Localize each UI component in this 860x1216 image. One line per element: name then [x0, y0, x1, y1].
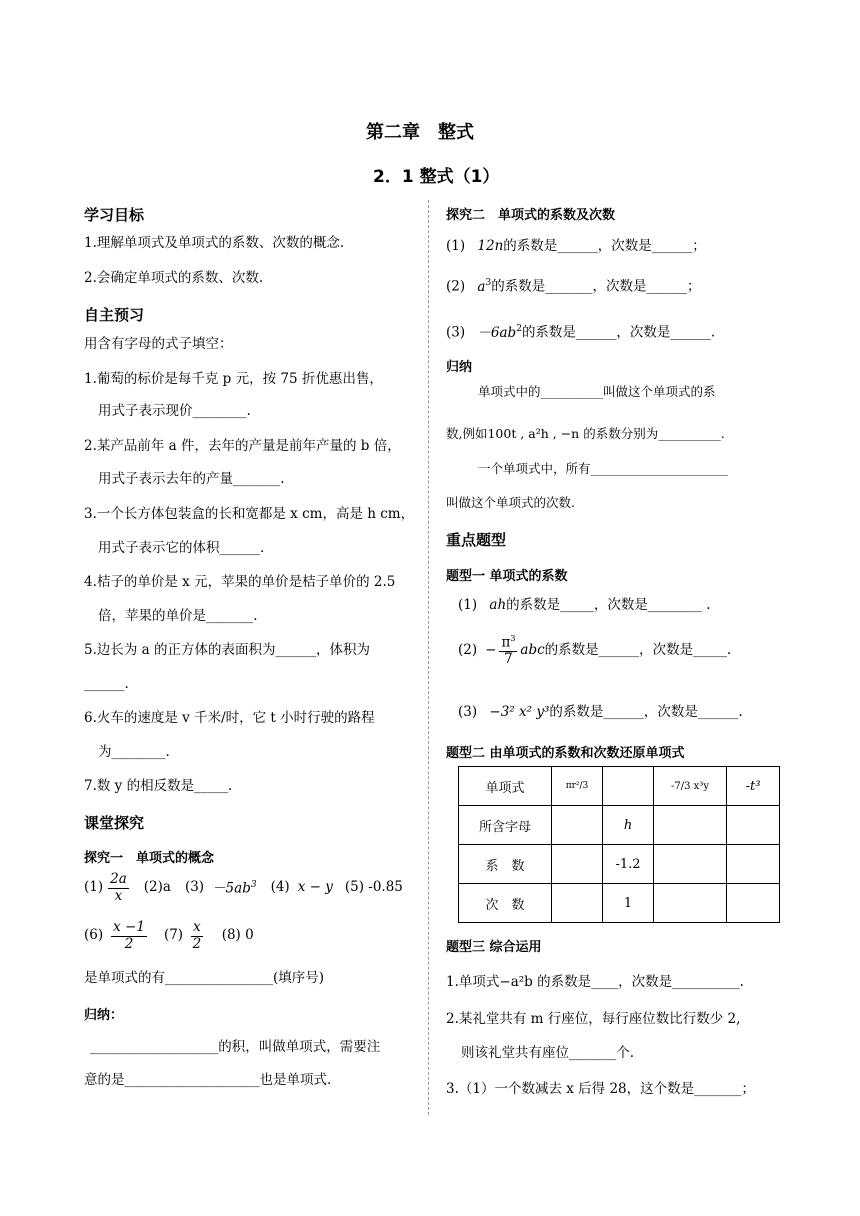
section-title: 2．1 整式（1） — [373, 167, 500, 187]
type3-item: 则该礼堂共有座位_______个. — [461, 1045, 635, 1061]
table-row — [459, 767, 780, 806]
table-cell: h — [603, 806, 654, 845]
table-cell: -1.2 — [603, 845, 654, 884]
goal-item: 1.理解单项式及单项式的系数、次数的概念. — [84, 235, 345, 251]
table-cell: 1 — [603, 884, 654, 923]
preview-item: 7.数 y 的相反数是_____. — [84, 778, 233, 794]
explore1-row1 — [84, 872, 403, 904]
expr: −3² x² y³ — [489, 704, 550, 720]
type1-item — [458, 634, 731, 668]
preview-heading: 自主预习 — [84, 306, 145, 324]
type1-item — [458, 599, 711, 613]
fraction-2a-over-x — [108, 872, 129, 904]
type1-heading: 题型一 单项式的系数 — [446, 569, 568, 584]
table-row — [459, 806, 780, 845]
summary-line: ___________________的积，叫做单项式，需要注 — [90, 1039, 381, 1055]
item-label: (2) — [458, 642, 478, 659]
explore2-item — [446, 240, 706, 254]
item-5: (5) -0.85 — [344, 879, 403, 896]
exponent: 3 — [485, 278, 492, 288]
table-header-cell: -t³ — [727, 767, 780, 806]
summary-heading: 归纳 — [446, 360, 473, 375]
type3-item: 1.单项式−a²b 的系数是____，次数是__________. — [446, 974, 744, 990]
table-cell — [654, 845, 727, 884]
item-text: 的系数是______，次数是______； — [503, 238, 706, 254]
item-label: (7) — [163, 927, 184, 944]
summary-line: 一个单项式中，所有______________________ — [478, 461, 729, 476]
goal-item: 2.会确定单项式的系数、次数. — [84, 270, 264, 286]
expr: abc — [520, 642, 545, 659]
type3-item: 2.某礼堂共有 m 行座位，每行座位数比行数少 2, — [446, 1011, 741, 1027]
table-cell: 次 数 — [459, 884, 552, 923]
preview-item: 3.一个长方体包装盒的长和宽都是 x cm，高是 h cm， — [84, 506, 415, 522]
table-cell — [727, 806, 780, 845]
type3-item: 3.（1）一个数减去 x 后得 28，这个数是_______； — [446, 1081, 755, 1097]
preview-item: 6.火车的速度是 v 千米/时，它 t 小时行驶的路程 — [84, 710, 375, 726]
fraction-numerator: x −1 — [113, 919, 145, 935]
explore2-item — [446, 279, 700, 294]
preview-intro: 用含有字母的式子填空： — [84, 336, 233, 352]
preview-item: ______. — [84, 676, 129, 692]
item-label: (3) — [458, 704, 478, 720]
key-types-heading: 重点题型 — [446, 531, 507, 549]
expr: ah — [489, 597, 507, 613]
item-label: (4) — [270, 879, 290, 896]
preview-item: 为________. — [98, 744, 170, 760]
item-text: 的系数是______，次数是______. — [549, 704, 743, 720]
minus-sign: − — [485, 642, 497, 659]
table-cell: 所含字母 — [459, 806, 552, 845]
table-cell — [552, 884, 603, 923]
preview-item: 用式子表示去年的产量_______. — [98, 471, 285, 487]
item-text: 的系数是_____，次数是________ . — [506, 597, 711, 613]
expr-x-minus-y: x − y — [297, 879, 333, 896]
table-row — [459, 884, 780, 923]
fraction-denominator: 2 — [124, 935, 134, 952]
preview-item: 倍，苹果的单价是_______. — [98, 608, 258, 624]
fraction-denominator: 2 — [192, 935, 202, 952]
type3-heading: 题型三 综合运用 — [446, 940, 542, 955]
item-2: (2)a — [143, 879, 171, 896]
item-label: (1) — [84, 879, 104, 896]
preview-item: 用式子表示它的体积______. — [98, 540, 265, 556]
expr: －6ab — [477, 324, 517, 341]
table-header-cell: -7/3 x³y — [654, 767, 727, 806]
item-label: (1) — [458, 597, 478, 613]
expr: a — [477, 278, 486, 295]
fraction-denominator: x — [114, 887, 123, 904]
item-label: (3) — [184, 879, 205, 896]
column-divider — [428, 200, 430, 1115]
explore2-heading: 探究二 单项式的系数及次数 — [446, 208, 616, 223]
explore-heading: 课堂探究 — [84, 814, 145, 832]
pi-symbol: π — [501, 634, 511, 651]
explore1-row2 — [84, 920, 254, 952]
preview-item: 4.桔子的单价是 x 元，苹果的单价是桔子单价的 2.5 — [84, 574, 396, 590]
chapter-title: 第二章 整式 — [366, 122, 474, 143]
table-cell: 系 数 — [459, 845, 552, 884]
table-cell — [552, 806, 603, 845]
summary-line: 数,例如100t , a²h , −n 的系数分别为__________. — [446, 426, 725, 441]
type1-item — [458, 706, 743, 720]
explore1-heading: 探究一 单项式的概念 — [84, 851, 215, 866]
fraction-x-minus-1-over-2 — [111, 920, 147, 952]
item-label: (2) — [446, 278, 466, 295]
fraction-pi3-over-7 — [499, 634, 517, 668]
exponent: 2 — [516, 324, 522, 334]
expr-5ab3 — [212, 881, 257, 896]
summary-heading: 归纳： — [84, 1008, 124, 1023]
type2-heading: 题型二 由单项式的系数和次数还原单项式 — [446, 746, 685, 761]
exponent: 3 — [510, 634, 516, 643]
table-header-cell: 单项式 — [459, 767, 552, 806]
table-row — [459, 845, 780, 884]
summary-line: 单项式中的__________叫做这个单项式的系 — [478, 384, 716, 399]
preview-item: 用式子表示现价________. — [98, 403, 251, 419]
fraction-numerator — [499, 634, 517, 652]
goals-heading: 学习目标 — [84, 206, 145, 224]
item-text: 的系数是______，次数是_____. — [544, 642, 732, 659]
monomial-table — [458, 766, 780, 923]
expr: 12n — [477, 238, 504, 254]
item-label: (6) — [84, 927, 104, 944]
fraction-x-over-2 — [191, 920, 203, 952]
summary-line: 叫做这个单项式的次数. — [446, 495, 575, 510]
fraction-numerator: x — [193, 919, 201, 935]
item-text: 的系数是______，次数是______. — [521, 324, 716, 341]
explore2-item — [446, 325, 715, 340]
table-cell — [654, 884, 727, 923]
expr-text: －5ab — [212, 880, 251, 897]
table-cell — [552, 845, 603, 884]
item-8: (8) 0 — [221, 927, 254, 944]
table-cell — [654, 806, 727, 845]
item-text: 的系数是_______，次数是______； — [491, 278, 701, 295]
table-cell — [727, 884, 780, 923]
table-header-cell: πr²/3 — [552, 767, 603, 806]
preview-item: 1.葡萄的标价是每千克 p 元，按 75 折优惠出售， — [84, 371, 383, 387]
fraction-denominator: 7 — [504, 651, 513, 668]
fraction-numerator: 2a — [110, 871, 127, 887]
preview-item: 5.边长为 a 的正方体的表面积为______，体积为 — [84, 642, 371, 658]
item-label: (1) — [446, 238, 466, 254]
explore1-answer: 是单项式的有________________(填序号) — [84, 970, 325, 986]
table-header-cell — [603, 767, 654, 806]
summary-line: 意的是____________________也是单项式. — [84, 1072, 332, 1088]
table-cell — [727, 845, 780, 884]
preview-item: 2.某产品前年 a 件，去年的产量是前年产量的 b 倍， — [84, 438, 401, 454]
item-label: (3) — [446, 324, 466, 341]
exponent: 3 — [250, 879, 257, 890]
